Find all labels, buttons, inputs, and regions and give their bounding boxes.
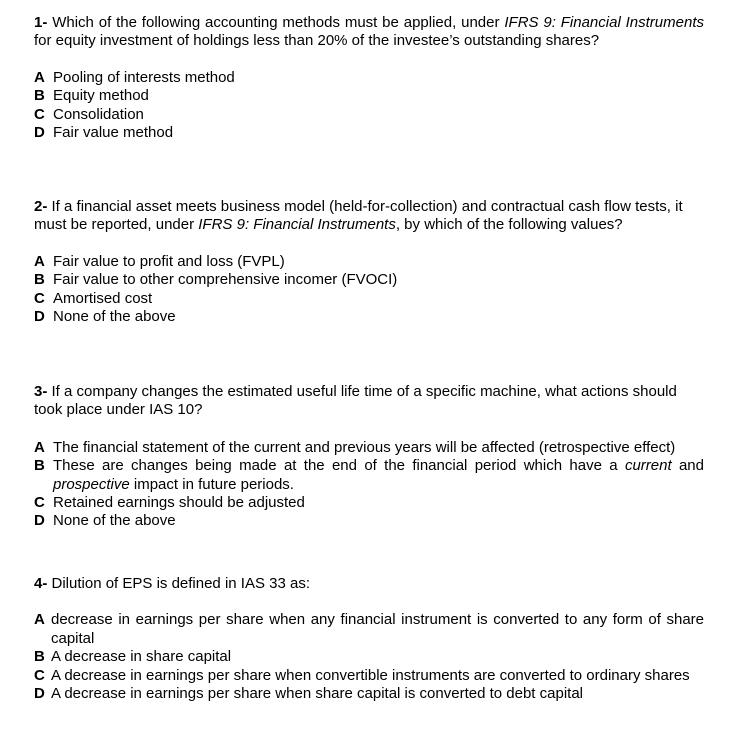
answer-option-b xyxy=(34,271,704,289)
option-letter: A xyxy=(34,252,45,270)
option-text: A decrease in earnings per share when share capital is converted to debt capital xyxy=(51,685,583,703)
answer-option-c xyxy=(34,494,704,512)
answer-options xyxy=(34,611,704,703)
answer-option-a xyxy=(34,611,704,648)
option-letter: C xyxy=(34,666,45,684)
stem-text: If a financial asset meets business model (held-for-collection) and contractual cash flow tests, it must be reported, under xyxy=(34,198,683,234)
answer-option-b xyxy=(34,457,704,494)
question-number: 4- xyxy=(34,575,48,592)
option-text: Pooling of interests method xyxy=(53,68,235,86)
option-letter: A xyxy=(34,68,45,86)
answer-option-b xyxy=(34,648,704,666)
option-letter: D xyxy=(34,685,45,703)
option-text-italic: prospective xyxy=(53,475,130,493)
answer-option-c xyxy=(34,290,704,308)
option-text: None of the above xyxy=(53,308,176,326)
option-text: A decrease in share capital xyxy=(51,648,232,666)
question-stem xyxy=(34,198,704,235)
question-stem xyxy=(34,14,704,51)
option-letter: A xyxy=(34,438,45,456)
question-2 xyxy=(34,198,704,326)
option-text: Fair value method xyxy=(53,124,174,142)
option-letter: C xyxy=(34,494,45,512)
option-text: decrease in earnings per share when any financial instrument is converted to any form of share capital xyxy=(51,611,704,647)
question-3 xyxy=(34,383,704,531)
option-text: A decrease in earnings per share when convertible instruments are converted to ordinary shares xyxy=(51,666,690,684)
answer-options xyxy=(34,253,704,327)
answer-options xyxy=(34,69,704,143)
option-letter: A xyxy=(34,611,45,629)
answer-option-a xyxy=(34,69,704,87)
answer-option-c xyxy=(34,667,704,685)
stem-text-italic: IFRS 9: Financial Instruments xyxy=(504,14,704,31)
option-letter: B xyxy=(34,457,45,475)
option-text: Fair value to other comprehensive incomer (FVOCI) xyxy=(53,271,398,289)
question-4 xyxy=(34,575,704,703)
stem-text: If a company changes the estimated useful life time of a specific machine, what actions should took place under IAS 10? xyxy=(34,383,677,419)
option-text: Amortised cost xyxy=(53,289,153,307)
question-number: 1- xyxy=(34,14,48,31)
stem-text: Which of the following accounting methods must be applied, under xyxy=(47,14,505,31)
answer-options xyxy=(34,439,704,531)
stem-text-italic: IFRS 9: Financial Instruments xyxy=(198,216,396,234)
option-letter: C xyxy=(34,289,45,307)
option-letter: C xyxy=(34,105,45,123)
answer-option-c xyxy=(34,106,704,124)
option-text-part: and xyxy=(671,457,704,475)
question-1 xyxy=(34,14,704,142)
option-letter: B xyxy=(34,648,45,666)
answer-option-d xyxy=(34,512,704,530)
option-text-part: impact in future periods. xyxy=(129,475,294,493)
option-text: Retained earnings should be adjusted xyxy=(53,494,305,512)
answer-option-d xyxy=(34,308,704,326)
stem-text: Dilution of EPS is defined in IAS 33 as: xyxy=(47,575,310,592)
option-text xyxy=(53,457,704,494)
option-letter: D xyxy=(34,308,45,326)
option-text: Fair value to profit and loss (FVPL) xyxy=(53,252,285,270)
stem-text: for equity investment of holdings less than 20% of the investee’s outstanding shares? xyxy=(34,32,600,50)
option-letter: B xyxy=(34,271,45,289)
question-number: 3- xyxy=(34,383,48,400)
option-text: The financial statement of the current and previous years will be affected (retrospective effect) xyxy=(53,438,676,456)
option-text-italic: current xyxy=(624,457,672,475)
option-text-part: These are changes being made at the end of the financial period which have a xyxy=(53,457,625,475)
option-text: Consolidation xyxy=(53,105,144,123)
option-letter: D xyxy=(34,124,45,142)
answer-option-a xyxy=(34,253,704,271)
answer-option-d xyxy=(34,124,704,142)
option-text: Equity method xyxy=(53,87,149,105)
answer-option-d xyxy=(34,685,704,703)
option-letter: D xyxy=(34,512,45,530)
option-letter: B xyxy=(34,87,45,105)
stem-text: , by which of the following values? xyxy=(395,216,623,234)
answer-option-a xyxy=(34,439,704,457)
answer-option-b xyxy=(34,87,704,105)
option-text: None of the above xyxy=(53,512,176,530)
question-stem xyxy=(34,383,704,420)
question-number: 2- xyxy=(34,198,48,215)
question-stem xyxy=(34,575,704,593)
